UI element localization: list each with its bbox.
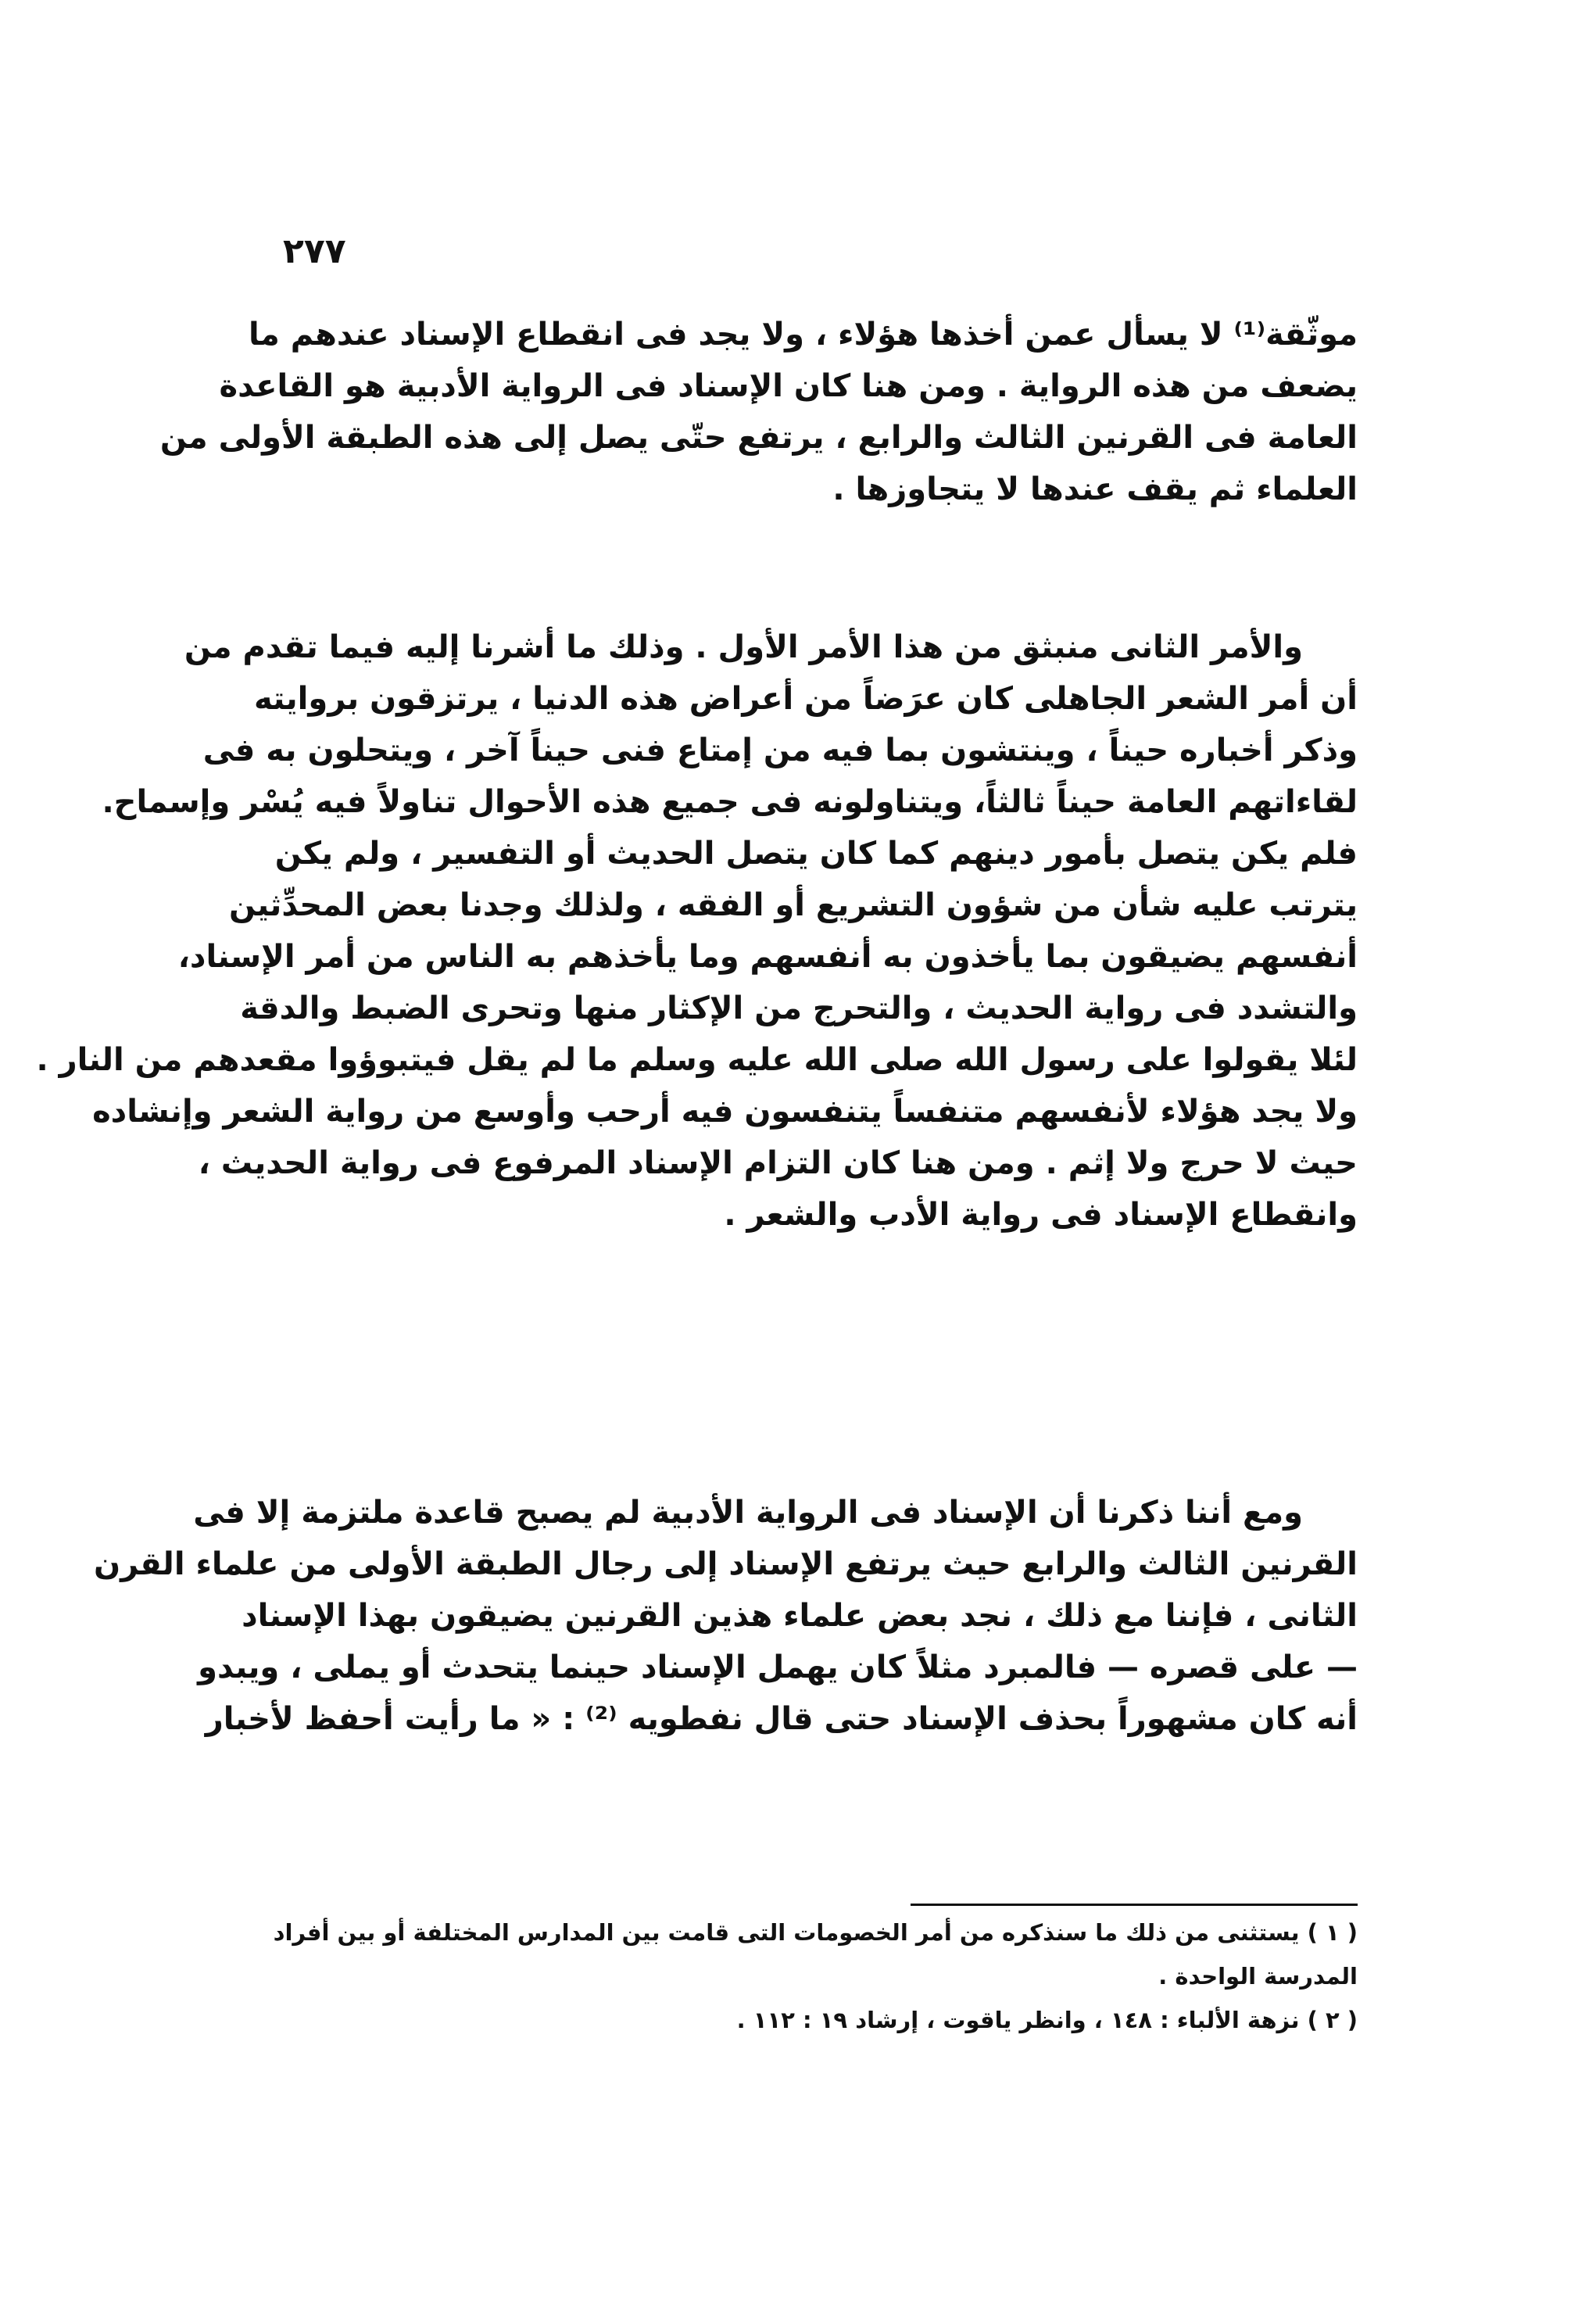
footnote-2-line: ( ٢ ) نزهة الألباء : ١٤٨ ، وانظر ياقوت ، إرشاد ١٩ : ١١٢ . (736, 2007, 1358, 2033)
footnotes (273, 1919, 1358, 2053)
page-number: ٢٧٧ (283, 231, 346, 271)
text-line: لقاءاتهم العامة حيناً ثالثاً، ويتناولونه فى جميع هذه الأحوال تناولاً فيه يُسْر وإسماح. (102, 784, 1358, 820)
text-line: موثّقة⁽¹⁾ لا يسأل عمن أخذها هؤلاء ، ولا يجد فى انقطاع الإسناد عندهم ما (249, 317, 1358, 353)
text-line: يترتب عليه شأن من شؤون التشريع أو الفقه ، ولذلك وجدنا بعض المحدِّثين (228, 887, 1358, 923)
text-line: حيث لا حرج ولا إثم . ومن هنا كان التزام الإسناد المرفوع فى رواية الحديث ، (198, 1145, 1358, 1181)
text-line: لئلا يقولوا على رسول الله صلى الله عليه وسلم ما لم يقل فيتبوؤوا مقعدهم من النار . (36, 1042, 1358, 1078)
text-line: أنه كان مشهوراً بحذف الإسناد حتى قال نفطويه ⁽²⁾ : « ما رأيت أحفظ لأخبار (205, 1701, 1358, 1737)
text-line: الثانى ، فإننا مع ذلك ، نجد بعض علماء هذين القرنين يضيقون بهذا الإسناد (242, 1598, 1358, 1634)
text-line: القرنين الثالث والرابع حيث يرتفع الإسناد إلى رجال الطبقة الأولى من علماء القرن (93, 1546, 1358, 1582)
text-line: العلماء ثم يقف عندها لا يتجاوزها . (832, 471, 1358, 507)
text-line: — على قصره — فالمبرد مثلاً كان يهمل الإسناد حينما يتحدث أو يملى ، ويبدو (198, 1649, 1358, 1685)
text-line: أن أمر الشعر الجاهلى كان عرَضاً من أعراض هذه الدنيا ، يرتزقون بروايته (254, 681, 1358, 717)
text-line: والتشدد فى رواية الحديث ، والتحرج من الإكثار منها وتحرى الضبط والدقة (240, 990, 1358, 1026)
text-line: وانقطاع الإسناد فى رواية الأدب والشعر . (724, 1197, 1358, 1233)
footnote-divider (911, 1904, 1358, 1906)
text-line: والأمر الثانى منبثق من هذا الأمر الأول . وذلك ما أشرنا إليه فيما تقدم من (184, 629, 1303, 665)
text-line: وذكر أخباره حيناً ، وينتشون بما فيه من إمتاع فنى حيناً آخر ، ويتحلون به فى (202, 732, 1358, 768)
text-line: ولا يجد هؤلاء لأنفسهم متنفساً يتنفسون فيه أرحب وأوسع من رواية الشعر وإنشاده (92, 1094, 1358, 1130)
paragraph-2 (36, 629, 1358, 1251)
footnote-1-line: ( ١ ) يستثنى من ذلك ما سنذكره من أمر الخصومات التى قامت بين المدارس المختلفة أو بين أفراد (273, 1919, 1358, 1946)
text-line: ومع أننا ذكرنا أن الإسناد فى الرواية الأدبية لم يصبح قاعدة ملتزمة إلا فى (193, 1495, 1303, 1531)
text-line: أنفسهم يضيقون بما يأخذون به أنفسهم وما يأخذهم به الناس من أمر الإسناد، (177, 939, 1358, 975)
paragraph-3 (93, 1495, 1358, 1755)
text-line: يضعف من هذه الرواية . ومن هنا كان الإسناد فى الرواية الأدبية هو القاعدة (219, 368, 1358, 404)
paragraph-1 (159, 317, 1358, 525)
text-line: فلم يكن يتصل بأمور دينهم كما كان يتصل الحديث أو التفسير ، ولم يكن (274, 836, 1358, 872)
footnote-1-line: المدرسة الواحدة . (1158, 1963, 1358, 1990)
text-line: العامة فى القرنين الثالث والرابع ، يرتفع حتّى يصل إلى هذه الطبقة الأولى من (159, 420, 1358, 456)
